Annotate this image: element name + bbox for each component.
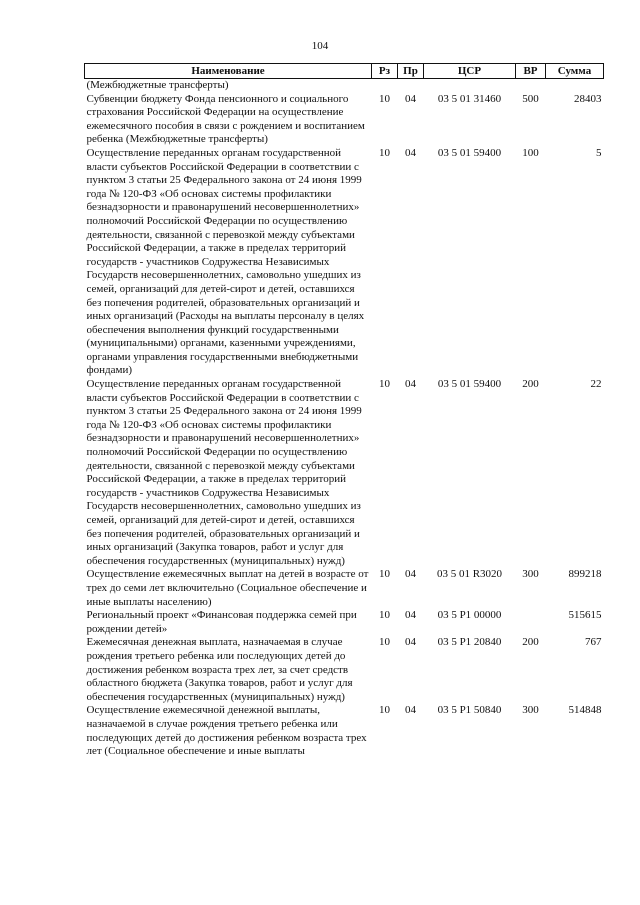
header-name: Наименование bbox=[85, 64, 372, 79]
cell-sum: 899218 bbox=[568, 568, 602, 581]
cell-pr: 04 bbox=[405, 146, 416, 159]
cell-sum: 514848 bbox=[568, 704, 602, 717]
cell-pr: 04 bbox=[405, 378, 416, 391]
table-row bbox=[85, 147, 604, 378]
header-rz: Рз bbox=[372, 64, 398, 79]
cell-name: Ежемесячная денежная выплата, назначаемая в случае рождения третьего ребенка или последующих детей до достижения ребенком возраста трех лет, за счет средств областного бюджета (Закупка товаров, работ и услуг для обеспечения государственных (муниципальных) нужд) bbox=[86, 636, 353, 703]
cell-csr: 03 5 01 59400 bbox=[437, 146, 502, 159]
cell-pr: 04 bbox=[405, 568, 416, 581]
page-number: 104 bbox=[311, 40, 329, 52]
table-row bbox=[85, 704, 604, 758]
header-pr: Пр bbox=[398, 64, 424, 79]
cell-csr: 03 5 Р1 50840 bbox=[437, 704, 502, 717]
cell-csr: 03 5 01 R3020 bbox=[436, 568, 503, 581]
cell-rz: 10 bbox=[379, 146, 390, 159]
cell-name: Осуществление ежемесячных выплат на детей в возрасте от трех до семи лет включительно (Социальное обеспечение и иные выплаты населению) bbox=[86, 568, 369, 608]
cell-vr bbox=[516, 609, 546, 636]
header-row bbox=[85, 64, 604, 79]
table-row bbox=[85, 568, 604, 609]
cell-pr: 04 bbox=[405, 92, 416, 105]
cell-name: Осуществление переданных органам государственной власти субъектов Российской Федерации в соответствии с пунктом 3 статьи 25 Федерального закона от 24 июня 1999 года № 120-ФЗ «Об основах системы профилактики безнадзорности и правонарушений несовершеннолетних» полномочий Российской Федерации по осуществлению деятельности, связанной с перевозкой между субъектами Российской Федерации, а также в пределах территорий государств - участников Содружества Независимых Государств несовершеннолетних, самовольно ушедших из семей, организаций для детей-сирот и детей, оставшихся без попечения родителей, образовательных организаций и иных организаций (Расходы на выплаты персоналу в целях обеспечения выполнения функций государственными (муниципальными) органами, казенными учреждениями, органами управления государственными внебюджетными фондами) bbox=[86, 146, 365, 377]
table-header bbox=[85, 64, 604, 79]
cell-name: Осуществление переданных органам государственной власти субъектов Российской Федерации в соответствии с пунктом 3 статьи 25 Федерального закона от 24 июня 1999 года № 120-ФЗ «Об основах системы профилактики безнадзорности и правонарушений несовершеннолетних» полномочий Российской Федерации по осуществлению деятельности, связанной с перевозкой между субъектами Российской Федерации, а также в пределах территорий государств - участников Содружества Независимых Государств несовершеннолетних, самовольно ушедших из семей, организаций для детей-сирот и детей, оставшихся без попечения родителей, образовательных организаций и иных организаций (Закупка товаров, работ и услуг для обеспечения государственных (муниципальных) нужд) bbox=[86, 378, 362, 567]
cell-rz bbox=[372, 79, 398, 93]
table-row bbox=[85, 636, 604, 704]
cell-sum: 515615 bbox=[568, 609, 602, 622]
cell-name: Субвенции бюджету Фонда пенсионного и социального страхования Российской Федерации на осуществление ежемесячного пособия в связи с рождением и воспитанием ребенка (Межбюджетные трансферты) bbox=[86, 92, 365, 146]
cell-rz: 10 bbox=[379, 704, 390, 717]
table-row bbox=[85, 609, 604, 636]
header-vr: ВР bbox=[516, 64, 546, 79]
cell-vr: 300 bbox=[522, 704, 539, 717]
cell-vr bbox=[516, 79, 546, 93]
cell-sum: 28403 bbox=[574, 92, 602, 105]
cell-csr: 03 5 01 31460 bbox=[437, 92, 502, 105]
cell-rz: 10 bbox=[379, 609, 390, 622]
cell-vr: 500 bbox=[522, 92, 539, 105]
header-csr: ЦСР bbox=[424, 64, 516, 79]
cell-pr bbox=[398, 79, 424, 93]
cell-vr: 100 bbox=[522, 146, 539, 159]
table-row bbox=[85, 378, 604, 568]
table-row bbox=[85, 93, 604, 147]
cell-rz: 10 bbox=[379, 92, 390, 105]
cell-rz: 10 bbox=[379, 378, 390, 391]
cell-vr: 300 bbox=[522, 568, 539, 581]
header-sum: Сумма bbox=[546, 64, 604, 79]
cell-rz: 10 bbox=[379, 636, 390, 649]
cell-csr: 03 5 Р1 00000 bbox=[437, 609, 502, 622]
cell-vr: 200 bbox=[522, 636, 539, 649]
table-row bbox=[85, 79, 604, 93]
cell-sum: 22 bbox=[590, 378, 602, 391]
cell-vr: 200 bbox=[522, 378, 539, 391]
budget-table bbox=[84, 63, 604, 759]
cell-name: Осуществление ежемесячной денежной выплаты, назначаемой в случае рождения третьего ребенка или последующих детей до достижения ребенком возраста трех лет (Социальное обеспечение и иные выплаты bbox=[86, 704, 367, 758]
cell-pr: 04 bbox=[405, 609, 416, 622]
table-body bbox=[85, 79, 604, 759]
cell-csr: 03 5 Р1 20840 bbox=[437, 636, 502, 649]
cell-sum: 767 bbox=[585, 636, 602, 649]
cell-sum: 5 bbox=[596, 146, 602, 159]
cell-pr: 04 bbox=[405, 704, 416, 717]
cell-name: (Межбюджетные трансферты) bbox=[86, 79, 229, 91]
cell-sum bbox=[546, 79, 604, 93]
cell-name: Региональный проект «Финансовая поддержка семей при рождении детей» bbox=[86, 609, 357, 635]
cell-pr: 04 bbox=[405, 636, 416, 649]
cell-csr bbox=[424, 79, 516, 93]
cell-csr: 03 5 01 59400 bbox=[437, 378, 502, 391]
cell-rz: 10 bbox=[379, 568, 390, 581]
